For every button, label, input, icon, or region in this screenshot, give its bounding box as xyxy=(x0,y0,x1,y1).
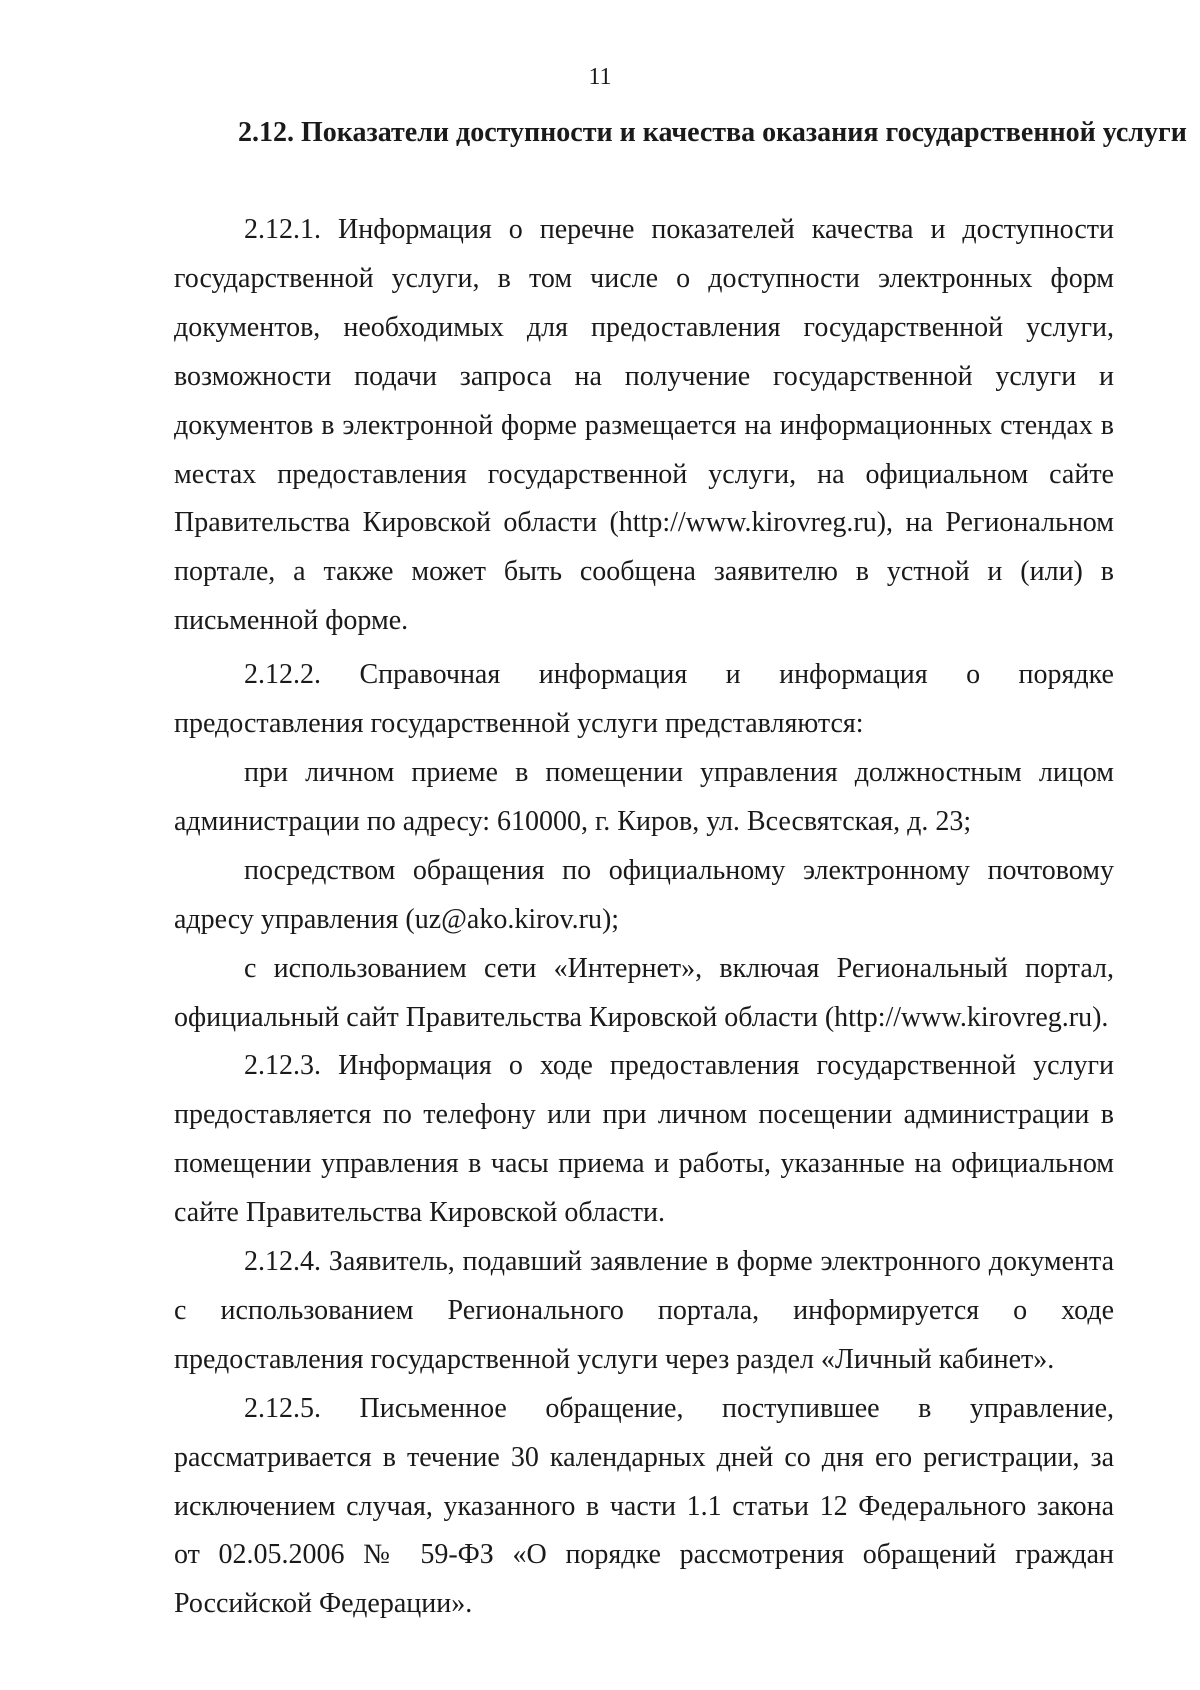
paragraph-2-12-5: 2.12.5. Письменное обращение, поступившее в управление, рассматривается в течение 30 календарных дней со дня его регистрации, за исключением случая, указанного в части 1.1 статьи 12 Федерального закона от 02.05.2006 № 59-ФЗ «О порядке рассмотрения обращений граждан Российской Федерации». xyxy=(174,1392,1114,1620)
paragraph-2-12-4: 2.12.4. Заявитель, подавший заявление в форме электронного документа с использованием Регионального портала, информируется о ходе предоставления государственной услуги через раздел «Личный кабинет». xyxy=(174,1246,1114,1375)
paragraph-email-request: посредством обращения по официальному электронному почтовому адресу управления (uz@ako.kirov.ru); xyxy=(174,854,1114,935)
page-number: 11 xyxy=(588,64,612,90)
paragraph-internet: с использованием сети «Интернет», включая Региональный портал, официальный сайт Правительства Кировской области (http://www.kirovreg.ru). xyxy=(174,952,1114,1033)
paragraph-2-12-3: 2.12.3. Информация о ходе предоставления государственной услуги предоставляется по телефону или при личном посещении администрации в помещении управления в часы приема и работы, указанные на официальном сайте Правительства Кировской области. xyxy=(174,1050,1114,1229)
paragraph-personal-reception: при личном приеме в помещении управления должностным лицом администрации по адресу: 610000, г. Киров, ул. Всесвятская, д. 23; xyxy=(174,756,1114,837)
paragraph-2-12-2: 2.12.2. Справочная информация и информация о порядке предоставления государственной услуги представляются: xyxy=(174,659,1114,740)
document-body xyxy=(174,206,1114,1629)
section-heading: 2.12. Показатели доступности и качества оказания государственной услуги xyxy=(238,117,1187,148)
paragraph-2-12-1: 2.12.1. Информация о перечне показателей качества и доступности государственной услуги, в том числе о доступности электронных форм документов, необходимых для предоставления государственной услуги, возможности подачи запроса на получение государственной услуги и документов в электронной форме размещается на информационных стендах в местах предоставления государственной услуги, на официальном сайте Правительства Кировской области (http://www.kirovreg.ru), на Региональном портале, а также может быть сообщена заявителю в устной и (или) в письменной форме. xyxy=(174,214,1114,637)
